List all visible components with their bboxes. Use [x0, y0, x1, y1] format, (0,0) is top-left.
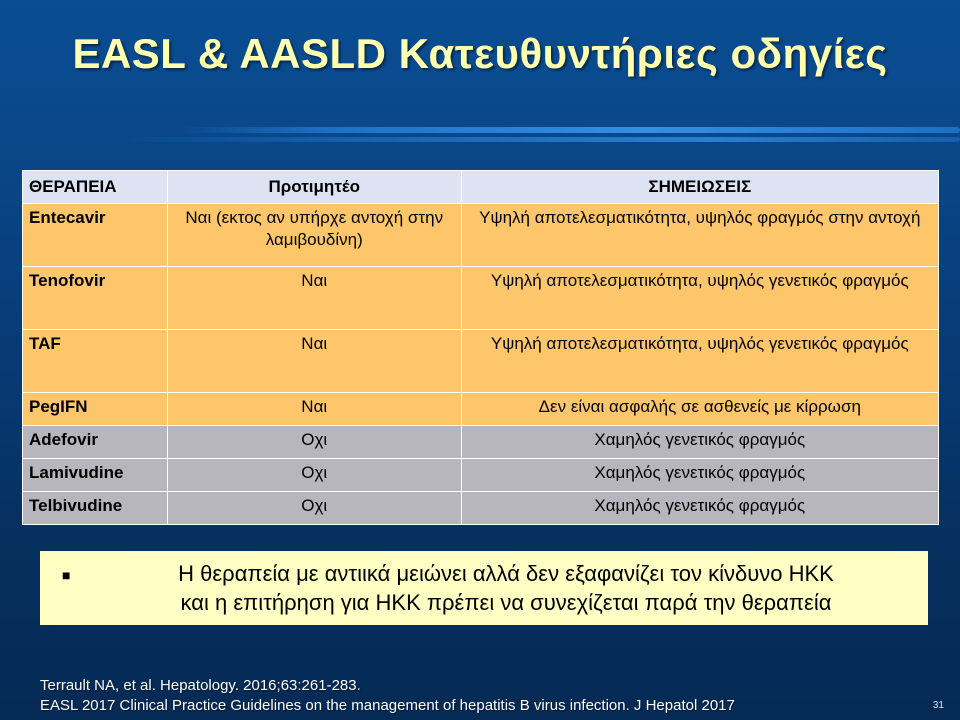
reference-2: EASL 2017 Clinical Practice Guidelines on the management of hepatitis B virus infection. J Hepatol 2017: [40, 697, 735, 714]
therapy-cell: Lamivudine: [23, 459, 168, 492]
table-row: [23, 267, 939, 330]
decorative-line: [120, 137, 960, 142]
therapy-cell: Telbivudine: [23, 492, 168, 525]
preferred-cell: Οχι: [167, 426, 461, 459]
decorative-line: [180, 127, 960, 133]
preferred-cell: Ναι: [167, 393, 461, 426]
table-row: [23, 426, 939, 459]
notes-cell: Υψηλή αποτελεσματικότητα, υψηλός γενετικός φραγμός: [461, 330, 938, 393]
preferred-cell: Ναι: [167, 267, 461, 330]
notes-cell: Υψηλή αποτελεσματικότητα, υψηλός φραγμός στην αντοχή: [461, 204, 938, 267]
preferred-cell: Ναι: [167, 330, 461, 393]
table-header-row: [23, 171, 939, 204]
table-row: [23, 204, 939, 267]
table-row: [23, 459, 939, 492]
page-number: 31: [932, 700, 944, 711]
preferred-cell: Οχι: [167, 459, 461, 492]
note-line-1: Η θεραπεία με αντιικά μειώνει αλλά δεν εξαφανίζει τον κίνδυνο ΗΚΚ: [178, 561, 834, 586]
notes-cell: Χαμηλός γενετικός φραγμός: [461, 426, 938, 459]
slide-title: EASL & AASLD Κατευθυντήριες οδηγίες: [72, 30, 888, 77]
square-bullet-icon: ■: [62, 567, 71, 583]
notes-cell: Υψηλή αποτελεσματικότητα, υψηλός γενετικός φραγμός: [461, 267, 938, 330]
notes-cell: Χαμηλός γενετικός φραγμός: [461, 459, 938, 492]
preferred-cell: Οχι: [167, 492, 461, 525]
therapy-cell: Adefovir: [23, 426, 168, 459]
therapy-cell: PegIFN: [23, 393, 168, 426]
therapy-cell: Tenofovir: [23, 267, 168, 330]
references: [40, 676, 735, 716]
therapy-cell: Entecavir: [23, 204, 168, 267]
table-row: [23, 330, 939, 393]
therapy-table: [22, 170, 939, 525]
header-notes: ΣΗΜΕΙΩΣΕΙΣ: [461, 171, 938, 204]
notes-cell: Χαμηλός γενετικός φραγμός: [461, 492, 938, 525]
note-line-2: και η επιτήρηση για ΗΚΚ πρέπει να συνεχίζεται παρά την θεραπεία: [180, 590, 832, 615]
therapy-cell: TAF: [23, 330, 168, 393]
reference-1: Terrault NA, et al. Hepatology. 2016;63:261-283.: [40, 677, 361, 694]
notes-cell: Δεν είναι ασφαλής σε ασθενείς με κίρρωση: [461, 393, 938, 426]
note-box: [40, 551, 928, 625]
preferred-cell: Ναι (εκτος αν υπήρχε αντοχή στην λαμιβουδίνη): [167, 204, 461, 267]
table-row: [23, 492, 939, 525]
table-row: [23, 393, 939, 426]
header-therapy: ΘΕΡΑΠΕΙΑ: [23, 171, 168, 204]
header-preferred: Προτιμητέο: [167, 171, 461, 204]
decorative-lines: [0, 118, 960, 148]
